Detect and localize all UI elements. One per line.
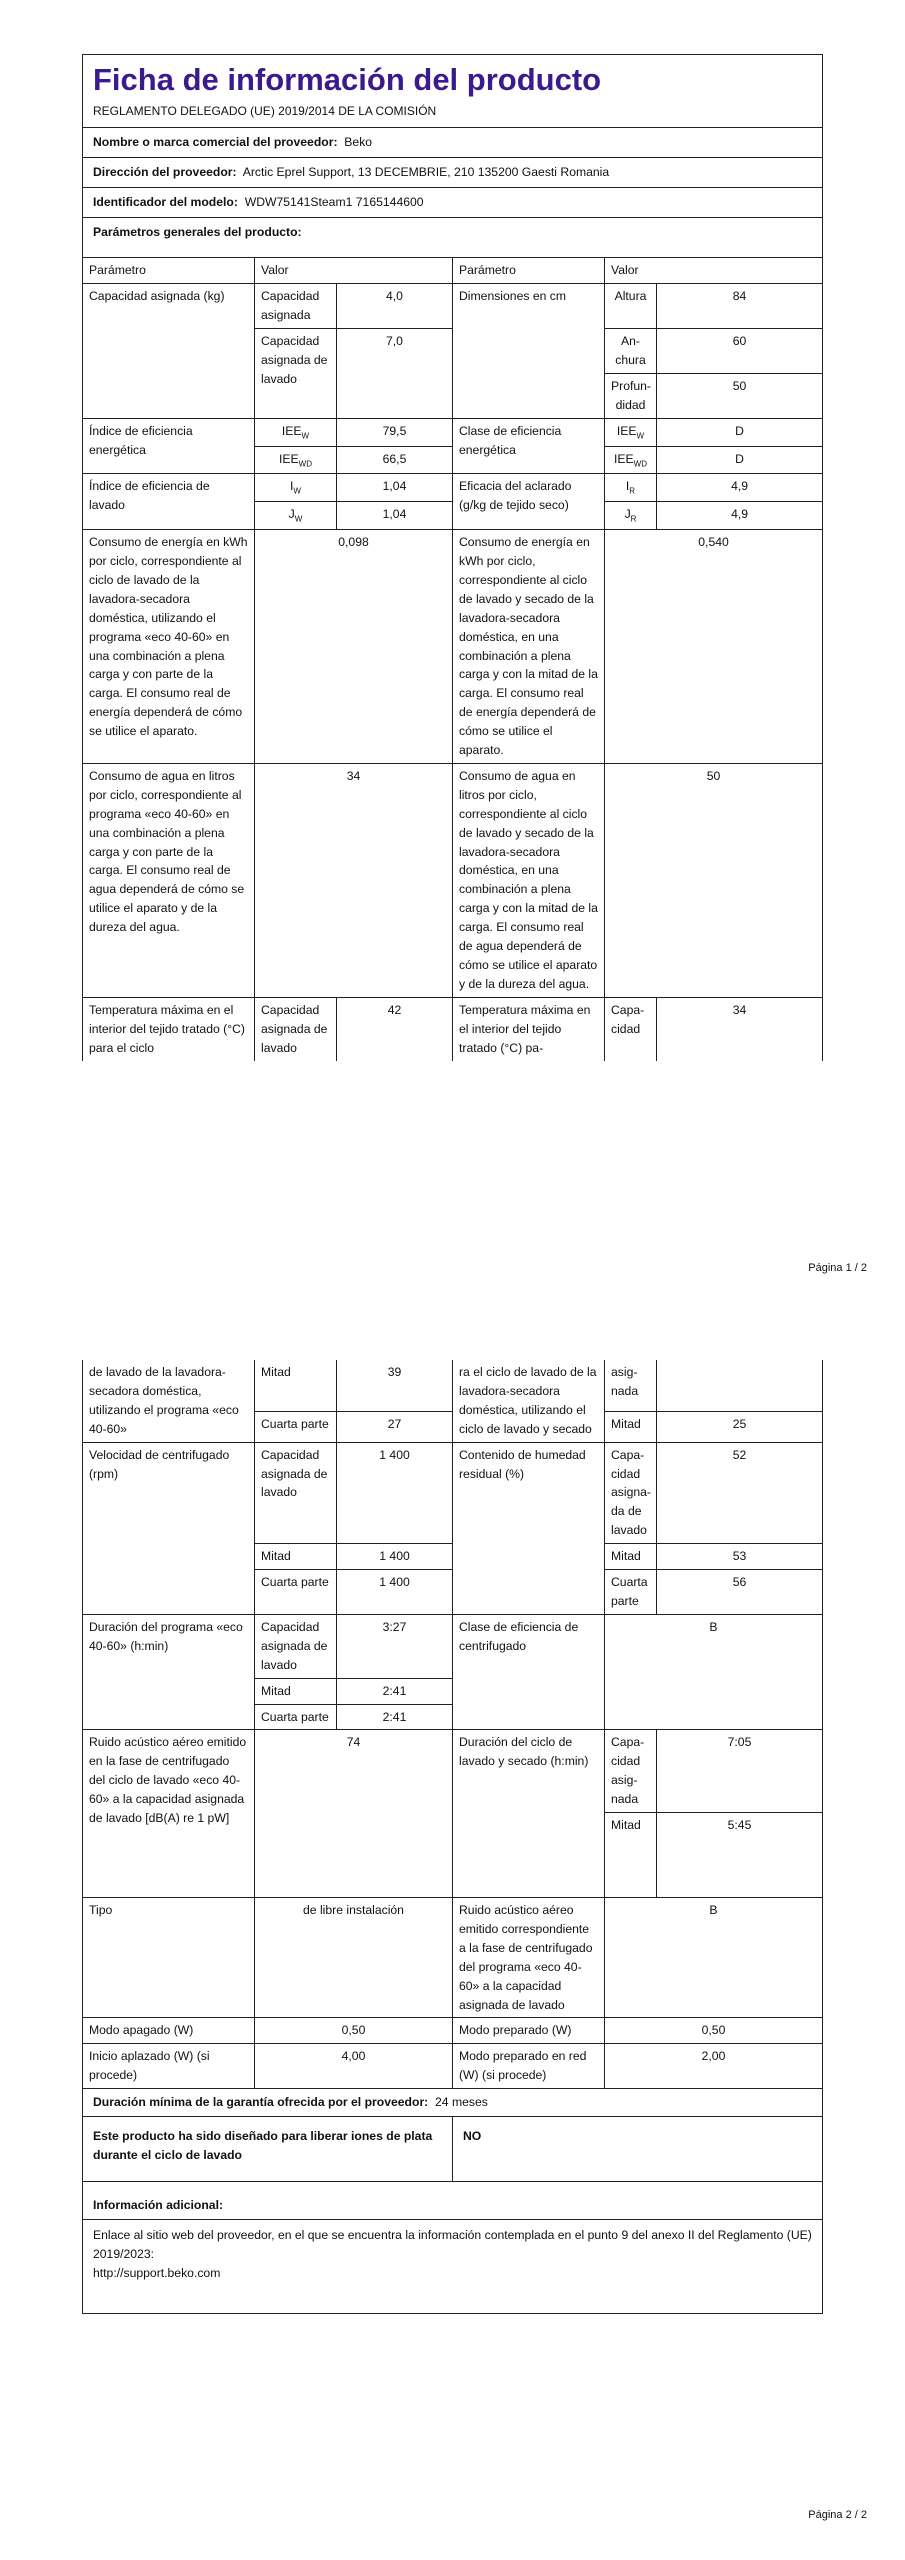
network-standby-label: Modo preparado en red (W) (si procede) bbox=[453, 2044, 605, 2089]
model-label: Identificador del modelo: bbox=[93, 194, 238, 209]
moisture-sub-1: Capa-cidad asigna-da de lavado bbox=[605, 1442, 657, 1544]
moisture-sub-2: Mitad bbox=[605, 1544, 657, 1570]
additional-info-text: Enlace al sitio web del proveedor, en el que se encuentra la información contemplada en el punto 9 del anexo II del Reglamento (UE) 2019/2023: bbox=[93, 2227, 812, 2261]
type-label: Tipo bbox=[83, 1898, 255, 2018]
water-label: Consumo de agua en litros por ciclo, correspondiente al programa «eco 40-60» en una combinación a plena carga y con parte de la carga. El consumo real de agua dependerá de cómo se utilice el aparato y de la dureza del agua. bbox=[83, 763, 255, 997]
header-value-2: Valor bbox=[605, 258, 823, 284]
spin-class-label: Clase de eficiencia de centrifugado bbox=[453, 1614, 605, 1730]
capacity-label: Capacidad asignada (kg) bbox=[83, 284, 255, 418]
silver-ions-value: NO bbox=[453, 2117, 823, 2182]
temp-label2-b: ra el ciclo de lavado de la lavadora-secadora doméstica, utilizando el ciclo de lavado y secado bbox=[453, 1360, 605, 1442]
spin-class-value: B bbox=[605, 1614, 823, 1730]
temp-label-b: de lavado de la lavadora-secadora doméstica, utilizando el programa «eco 40-60» bbox=[83, 1360, 255, 1442]
capacity-sub-1: Capacidad asignada bbox=[255, 284, 337, 329]
spin-sub-1: Capacidad asignada de lavado bbox=[255, 1442, 337, 1544]
temp2-sub-1b: asig-nada bbox=[605, 1360, 657, 1412]
class-w: $IEE_W$ bbox=[605, 418, 657, 446]
spin-label: Velocidad de centrifugado (rpm) bbox=[83, 1442, 255, 1614]
eei-w: $IEE_W$ bbox=[255, 418, 337, 446]
eei-label: Índice de eficiencia energética bbox=[83, 418, 255, 474]
moisture-value-3: 56 bbox=[657, 1570, 823, 1615]
water-label-2: Consumo de agua en litros por ciclo, correspondiente al ciclo de lavado y secado de la lavadora-secadora doméstica, en una combinación a plena carga y con la mitad de la carga. El consumo real de agua dependerá de cómo se utilice el aparato y de la dureza del agua. bbox=[453, 763, 605, 997]
header-value: Valor bbox=[255, 258, 453, 284]
cycle-value-2: 5:45 bbox=[657, 1813, 823, 1898]
noise2-label: Ruido acústico aéreo emitido correspondiente a la fase de centrifugado del programa «eco 40-60» a la capacidad asignada de lavado bbox=[453, 1898, 605, 2018]
header-param-2: Parámetro bbox=[453, 258, 605, 284]
spin-sub-2: Mitad bbox=[255, 1544, 337, 1570]
rinse-jr-value: 4,9 bbox=[657, 502, 823, 530]
water-value: 34 bbox=[255, 763, 453, 997]
class-wd: $IEE_{WD}$ bbox=[605, 446, 657, 474]
model-value: WDW75141Steam1 7165144600 bbox=[244, 194, 424, 209]
general-params-label: Parámetros generales del producto: bbox=[83, 217, 823, 258]
temp-sub-2: Mitad bbox=[255, 1360, 337, 1412]
warranty-label: Duración mínima de la garantía ofrecida por el proveedor: bbox=[93, 2095, 429, 2110]
capacity-value-1: 4,0 bbox=[337, 284, 453, 329]
additional-info-label: Información adicional: bbox=[83, 2181, 823, 2219]
spin-value-1: 1 400 bbox=[337, 1442, 453, 1544]
page-number-2: Página 2 / 2 bbox=[808, 2509, 867, 2521]
water-value-2: 50 bbox=[605, 763, 823, 997]
spin-value-2: 1 400 bbox=[337, 1544, 453, 1570]
warranty-value: 24 meses bbox=[435, 2095, 488, 2110]
energy-class-label: Clase de eficiencia energética bbox=[453, 418, 605, 474]
standby-label: Modo preparado (W) bbox=[453, 2018, 605, 2044]
temp-label2-a: Temperatura máxima en el interior del tejido tratado (°C) pa- bbox=[453, 997, 605, 1060]
temp-sub-3: Cuarta parte bbox=[255, 1412, 337, 1442]
depth-value: 50 bbox=[657, 373, 823, 418]
type-value: de libre instalación bbox=[255, 1898, 453, 2018]
temp-value-3: 27 bbox=[337, 1412, 453, 1442]
height-label: Altura bbox=[605, 284, 657, 329]
depth-label: Profun-didad bbox=[605, 373, 657, 418]
duration-value-1: 3:27 bbox=[337, 1614, 453, 1678]
page-1 bbox=[82, 54, 822, 1061]
address-value: Arctic Eprel Support, 13 DECEMBRIE, 210 135200 Gaesti Romania bbox=[242, 164, 610, 179]
rinse-jr: $J_R$ bbox=[605, 502, 657, 530]
eei-wd-value: 66,5 bbox=[337, 446, 453, 474]
spin-value-3: 1 400 bbox=[337, 1570, 453, 1615]
temp2-sub-2: Mitad bbox=[605, 1412, 657, 1442]
duration-value-3: 2:41 bbox=[337, 1704, 453, 1730]
temp-sub-1: Capacidad asignada de lavado bbox=[255, 997, 337, 1060]
temp-value-2: 39 bbox=[337, 1360, 453, 1412]
dimensions-label: Dimensiones en cm bbox=[453, 284, 605, 418]
wash-eff-label: Índice de eficiencia de lavado bbox=[83, 474, 255, 530]
spin-sub-3: Cuarta parte bbox=[255, 1570, 337, 1615]
moisture-value-2: 53 bbox=[657, 1544, 823, 1570]
temp-value-1: 42 bbox=[337, 997, 453, 1060]
duration-label: Duración del programa «eco 40-60» (h:min) bbox=[83, 1614, 255, 1730]
class-w-value: D bbox=[657, 418, 823, 446]
temp2-sub-1a: Capa-cidad bbox=[605, 997, 657, 1060]
wash-iw-value: 1,04 bbox=[337, 474, 453, 502]
page-title: Ficha de información del producto bbox=[93, 62, 602, 97]
cycle-sub-2: Mitad bbox=[605, 1813, 657, 1898]
duration-sub-3: Cuarta parte bbox=[255, 1704, 337, 1730]
supplier-value: Beko bbox=[344, 134, 373, 149]
delay-label: Inicio aplazado (W) (si procede) bbox=[83, 2044, 255, 2089]
moisture-sub-3: Cuarta parte bbox=[605, 1570, 657, 1615]
width-label: An-chura bbox=[605, 329, 657, 374]
temp-label-a: Temperatura máxima en el interior del tejido tratado (°C) para el ciclo bbox=[83, 997, 255, 1060]
moisture-value-1: 52 bbox=[657, 1442, 823, 1544]
off-mode-value: 0,50 bbox=[255, 2018, 453, 2044]
rinse-ir: $I_R$ bbox=[605, 474, 657, 502]
eei-wd: $IEE_{WD}$ bbox=[255, 446, 337, 474]
supplier-label: Nombre o marca comercial del proveedor: bbox=[93, 134, 338, 149]
capacity-value-2: 7,0 bbox=[337, 329, 453, 419]
height-value: 84 bbox=[657, 284, 823, 329]
energy-label-2: Consumo de energía en kWh por ciclo, correspondiente al ciclo de lavado y secado de la lavadora-secadora doméstica, en una combinación a plena carga y con la mitad de la carga. El consumo real de energía dependerá de cómo se utilice el aparato. bbox=[453, 530, 605, 764]
network-standby-value: 2,00 bbox=[605, 2044, 823, 2089]
rinse-ir-value: 4,9 bbox=[657, 474, 823, 502]
silver-ions-label: Este producto ha sido diseñado para liberar iones de plata durante el ciclo de lavado bbox=[83, 2117, 453, 2182]
moisture-label: Contenido de humedad residual (%) bbox=[453, 1442, 605, 1614]
noise-value: 74 bbox=[255, 1730, 453, 1898]
info-table-page-2 bbox=[82, 1360, 823, 2314]
cycle-duration-label: Duración del ciclo de lavado y secado (h:min) bbox=[453, 1730, 605, 1898]
temp2-value-2: 25 bbox=[657, 1412, 823, 1442]
duration-sub-1: Capacidad asignada de lavado bbox=[255, 1614, 337, 1678]
noise2-value: B bbox=[605, 1898, 823, 2018]
header-param: Parámetro bbox=[83, 258, 255, 284]
regulation: REGLAMENTO DELEGADO (UE) 2019/2014 DE LA COMISIÓN bbox=[93, 104, 437, 119]
energy-label: Consumo de energía en kWh por ciclo, correspondiente al ciclo de lavado de la lavadora-secadora doméstica, utilizando el programa «eco 40-60» en una combinación a plena carga y con parte de la carga. El consumo real de energía dependerá de cómo se utilice el aparato. bbox=[83, 530, 255, 764]
eei-w-value: 79,5 bbox=[337, 418, 453, 446]
noise-label: Ruido acústico aéreo emitido en la fase de centrifugado del ciclo de lavado «eco 40-60» a la capacidad asignada de lavado [dB(A) re 1 pW] bbox=[83, 1730, 255, 1898]
duration-sub-2: Mitad bbox=[255, 1678, 337, 1704]
wash-jw-value: 1,04 bbox=[337, 502, 453, 530]
page-number-1: Página 1 / 2 bbox=[808, 1262, 867, 1274]
duration-value-2: 2:41 bbox=[337, 1678, 453, 1704]
cycle-sub-1: Capa-cidad asig-nada bbox=[605, 1730, 657, 1813]
class-wd-value: D bbox=[657, 446, 823, 474]
energy-value-2: 0,540 bbox=[605, 530, 823, 764]
standby-value: 0,50 bbox=[605, 2018, 823, 2044]
wash-iw: $I_W$ bbox=[255, 474, 337, 502]
cycle-value-1: 7:05 bbox=[657, 1730, 823, 1813]
rinse-label: Eficacia del aclarado (g/kg de tejido seco) bbox=[453, 474, 605, 530]
delay-value: 4,00 bbox=[255, 2044, 453, 2089]
off-mode-label: Modo apagado (W) bbox=[83, 2018, 255, 2044]
address-label: Dirección del proveedor: bbox=[93, 164, 237, 179]
temp2-value-1: 34 bbox=[657, 997, 823, 1060]
wash-jw: $J_W$ bbox=[255, 502, 337, 530]
width-value: 60 bbox=[657, 329, 823, 374]
page-2 bbox=[82, 1360, 822, 2314]
energy-value: 0,098 bbox=[255, 530, 453, 764]
info-table-page-1 bbox=[82, 54, 823, 1061]
support-link[interactable]: http://support.beko.com bbox=[93, 2265, 221, 2280]
capacity-sub-2: Capacidad asignada de lavado bbox=[255, 329, 337, 419]
